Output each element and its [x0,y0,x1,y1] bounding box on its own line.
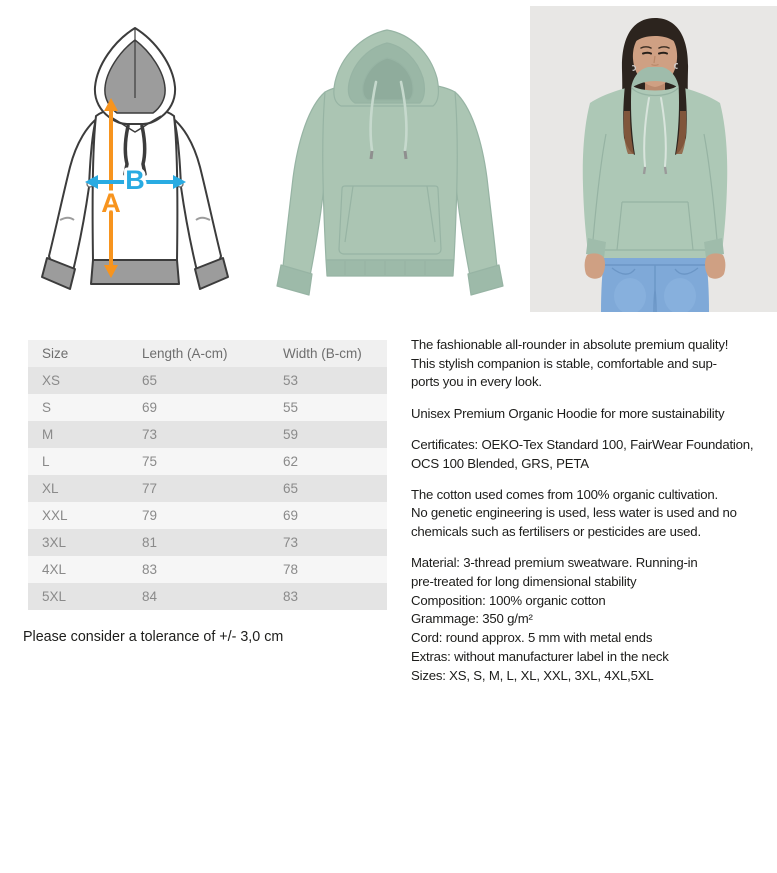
flat-aglet-right [405,151,406,159]
model-aglet-left [644,167,645,174]
table-cell: 69 [283,508,299,523]
description-line: Sizes: XS, S, M, L, XL, XXL, 3XL, 4XL,5XL [411,667,654,683]
table-row [28,475,387,502]
description-line: Unisex Premium Organic Hoodie for more sustainability [411,405,725,421]
table-cell: 73 [142,427,158,442]
table-cell: XXL [42,508,68,523]
model-eye-left [643,53,651,54]
table-cell: 77 [142,481,158,496]
table-cell: 84 [142,589,158,604]
product-description [411,336,756,698]
table-cell: 65 [142,373,158,388]
description-line: Material: 3-thread premium sweatware. Running-in [411,555,698,571]
table-cell: 55 [283,400,299,415]
flat-right-sleeve [452,92,497,276]
tolerance-note: Please consider a tolerance of +/- 3,0 cm [23,629,284,645]
flat-left-sleeve [283,92,328,276]
table-cell: 78 [283,562,299,577]
table-cell: L [42,454,50,469]
table-cell: XL [42,481,59,496]
label-b: B [125,165,145,196]
table-cell: 75 [142,454,158,469]
model-hand-right [705,253,725,278]
description-paragraph [411,486,756,542]
table-row [28,502,387,529]
diagram-hem-band [91,260,179,284]
size-table [28,340,387,610]
table-cell: 83 [142,562,158,577]
description-line: ports you in every look. [411,374,542,390]
table-cell: 79 [142,508,158,523]
description-paragraph [411,336,756,392]
column-header-size: Size [28,340,142,367]
description-line: OCS 100 Blended, GRS, PETA [411,455,589,471]
table-cell: S [42,400,52,415]
description-line: chemicals such as fertilisers or pesticides are used. [411,524,701,540]
table-cell: M [42,427,54,442]
table-cell: 73 [283,535,299,550]
model-aglet-right [665,167,666,174]
table-row [28,529,387,556]
table-row [28,421,387,448]
description-line: The cotton used comes from 100% organic cultivation. [411,486,718,502]
table-row [28,367,387,394]
description-paragraph [411,405,756,424]
flat-kangaroo-pocket [339,186,441,254]
table-cell: 62 [283,454,299,469]
table-cell: 69 [142,400,158,415]
table-cell: 83 [283,589,299,604]
flat-aglet-left [371,151,372,159]
model-eye-right [659,53,667,54]
table-row [28,394,387,421]
table-cell: 53 [283,373,299,388]
table-cell: 65 [283,481,299,496]
model-hoodie-body [583,86,727,258]
table-row [28,556,387,583]
description-line: Cord: round approx. 5 mm with metal ends [411,630,653,646]
table-cell: 59 [283,427,299,442]
description-line: pre-treated for long dimensional stability [411,574,637,590]
column-header-width: Width (B-cm) [283,340,387,367]
description-line: Extras: without manufacturer label in the neck [411,648,669,664]
table-cell: 4XL [42,562,67,577]
label-a: A [101,188,121,219]
description-line: Composition: 100% organic cotton [411,592,606,608]
table-cell: 3XL [42,535,67,550]
description-line: Grammage: 350 g/m² [411,611,533,627]
description-line: This stylish companion is stable, comfortable and sup- [411,355,717,371]
size-measurement-diagram [40,12,250,302]
table-row [28,448,387,475]
product-photo-flat [265,10,515,305]
description-line: No genetic engineering is used, less water is used and no [411,505,737,521]
column-header-length: Length (A-cm) [142,340,283,367]
table-row [28,583,387,610]
table-cell: 5XL [42,589,67,604]
size-table-body [28,367,387,610]
product-photo-model [530,6,777,312]
model-hand-left [585,253,605,278]
size-table-header-row [28,340,387,367]
description-paragraph [411,436,756,473]
table-cell: XS [42,373,61,388]
table-cell: 81 [142,535,158,550]
description-paragraph [411,554,756,685]
description-line: The fashionable all-rounder in absolute premium quality! [411,337,729,352]
description-line: Certificates: OEKO-Tex Standard 100, FairWear Foundation, [411,436,754,452]
